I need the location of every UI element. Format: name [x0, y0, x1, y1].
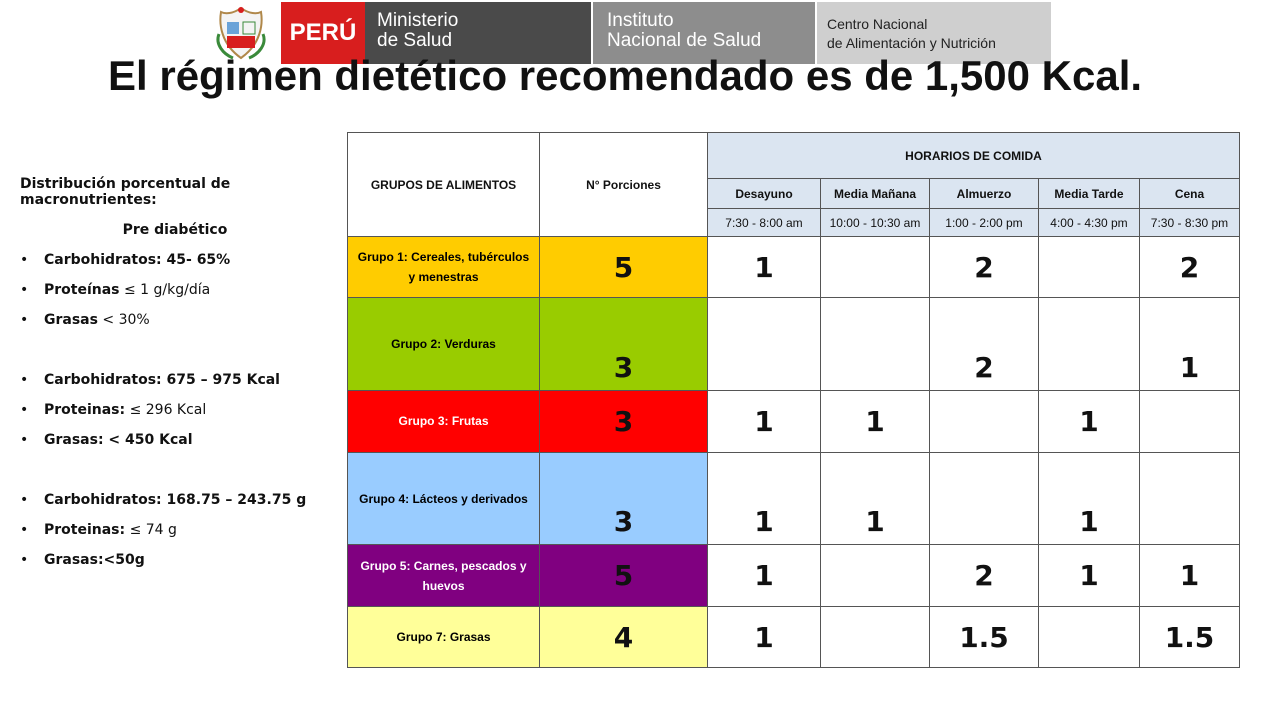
meal-schedule-table	[347, 132, 1240, 668]
group-line1: Grupo 1: Cereales, tubérculos	[357, 250, 530, 264]
meal-cell	[930, 391, 1039, 453]
group-line1: Grupo 7: Grasas	[396, 630, 491, 644]
header-portions: N° Porciones	[540, 133, 708, 237]
portions-cell: 3	[540, 391, 708, 453]
group-line1: Grupo 5: Carnes, pescados y	[360, 558, 527, 573]
meal-cell	[1039, 298, 1140, 391]
meal-cell: 1	[708, 237, 821, 298]
list-item	[20, 492, 330, 508]
meal-cell: 1	[1039, 545, 1140, 607]
page-title: El régimen dietético recomendado es de 1,500 Kcal.	[108, 52, 1143, 99]
group-line1: Grupo 2: Verduras	[391, 337, 496, 351]
meal-cell	[821, 545, 930, 607]
portions-cell: 5	[540, 545, 708, 607]
portions-cell: 5	[540, 237, 708, 298]
meal-cell: 1	[821, 453, 930, 545]
portions-cell: 3	[540, 453, 708, 545]
item-bold-text: Proteinas:	[44, 402, 126, 418]
meal-cell	[821, 298, 930, 391]
meal-cell: 1	[1140, 545, 1240, 607]
meal-time: 4:00 - 4:30 pm	[1039, 209, 1140, 237]
list-item	[20, 282, 330, 298]
group-line2: y menestras	[408, 270, 479, 284]
macronutrient-intro: Distribución porcentual de macronutrientes:	[20, 176, 231, 208]
item-text: ≤ 1 g/kg/día	[119, 282, 211, 298]
table-row	[348, 298, 1240, 391]
meal-header: Desayuno	[708, 179, 821, 209]
cenan-line2: de Alimentación y Nutrición	[827, 35, 996, 51]
cenan-line1: Centro Nacional	[827, 16, 928, 32]
meal-cell: 1	[708, 453, 821, 545]
item-text: ≤ 296 Kcal	[125, 402, 207, 418]
item-text: ≤ 74 g	[125, 522, 177, 538]
meal-cell	[821, 607, 930, 668]
meal-time: 7:30 - 8:00 am	[708, 209, 821, 237]
minsa-line2: de Salud	[377, 30, 453, 51]
meal-cell: 1.5	[1140, 607, 1240, 668]
meal-cell: 1.5	[930, 607, 1039, 668]
list-item	[20, 312, 330, 328]
meal-time: 10:00 - 10:30 am	[821, 209, 930, 237]
item-bold-text: Grasas: < 450 Kcal	[44, 432, 193, 448]
list-item	[20, 372, 330, 388]
list-item	[20, 552, 330, 568]
macronutrient-list	[20, 252, 330, 568]
meal-header: Almuerzo	[930, 179, 1039, 209]
item-bold-text: Carbohidratos: 675 – 975 Kcal	[44, 372, 280, 388]
table-row	[348, 453, 1240, 545]
meal-time: 7:30 - 8:30 pm	[1140, 209, 1240, 237]
meal-cell: 1	[708, 607, 821, 668]
meal-cell	[1039, 237, 1140, 298]
table-row	[348, 607, 1240, 668]
portions-cell: 4	[540, 607, 708, 668]
meal-cell	[1140, 453, 1240, 545]
meal-cell	[1039, 607, 1140, 668]
ins-line1: Instituto	[607, 10, 674, 31]
meal-cell: 2	[930, 298, 1039, 391]
meal-cell	[1140, 391, 1240, 453]
meal-cell: 2	[930, 545, 1039, 607]
meal-cell: 1	[1140, 298, 1240, 391]
meal-cell: 1	[708, 391, 821, 453]
meal-cell: 2	[1140, 237, 1240, 298]
peru-label: PERÚ	[289, 19, 357, 46]
header-meal-schedule: HORARIOS DE COMIDA	[708, 133, 1240, 179]
item-bold-text: Carbohidratos: 45- 65%	[44, 252, 231, 268]
meal-cell: 1	[1039, 391, 1140, 453]
food-group-cell	[348, 237, 540, 298]
item-bold-text: Carbohidratos: 168.75 – 243.75 g	[44, 492, 307, 508]
group-line2: huevos	[422, 578, 465, 593]
item-bold-text: Proteinas:	[44, 522, 126, 538]
group-line1: Grupo 4: Lácteos y derivados	[359, 492, 528, 506]
food-group-cell	[348, 545, 540, 607]
meal-cell: 2	[930, 237, 1039, 298]
meal-header: Cena	[1140, 179, 1240, 209]
food-group-cell	[348, 298, 540, 391]
list-item	[20, 432, 330, 448]
meal-cell: 1	[1039, 453, 1140, 545]
list-item	[20, 252, 330, 268]
header-food-groups: GRUPOS DE ALIMENTOS	[348, 133, 540, 237]
item-bold-text: Proteínas	[44, 282, 120, 298]
item-bold-text: Grasas	[44, 312, 98, 328]
group-line1: Grupo 3: Frutas	[398, 414, 489, 428]
table-row	[348, 545, 1240, 607]
portions-cell: 3	[540, 298, 708, 391]
prediabetic-subtitle: Pre diabético	[122, 222, 228, 238]
meal-cell: 1	[708, 545, 821, 607]
meal-cell	[708, 298, 821, 391]
list-item	[20, 402, 330, 418]
meal-time: 1:00 - 2:00 pm	[930, 209, 1039, 237]
ins-line2: Nacional de Salud	[607, 30, 762, 51]
food-group-cell	[348, 453, 540, 545]
list-item	[20, 522, 330, 538]
meal-header: Media Mañana	[821, 179, 930, 209]
minsa-line1: Ministerio	[377, 10, 459, 31]
food-group-cell	[348, 391, 540, 453]
item-text: < 30%	[97, 312, 150, 328]
table-row	[348, 237, 1240, 298]
meal-header: Media Tarde	[1039, 179, 1140, 209]
item-bold-text: Grasas:<50g	[44, 552, 145, 568]
macronutrient-panel	[20, 176, 330, 568]
meal-cell: 1	[821, 391, 930, 453]
table-row	[348, 391, 1240, 453]
meal-cell	[930, 453, 1039, 545]
meal-cell	[821, 237, 930, 298]
food-group-cell	[348, 607, 540, 668]
